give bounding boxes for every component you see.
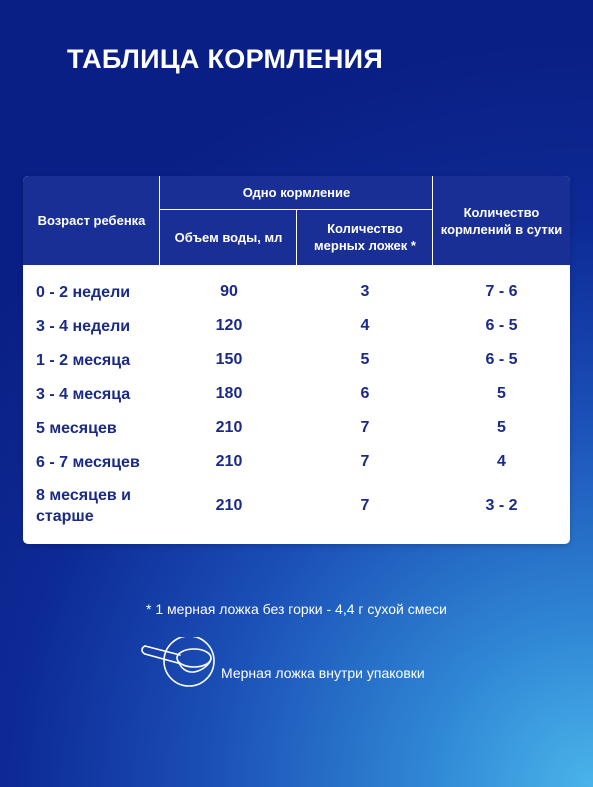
table-header [23,176,570,265]
header-one-feeding: Одно кормление [242,185,351,200]
cell-spoons: 6 [360,385,370,402]
cell-feedings: 5 [497,419,506,436]
header-divider [159,176,160,265]
cell-feedings: 6 - 5 [485,351,518,368]
cell-spoons: 7 [360,497,370,514]
header-spoons [297,209,433,265]
cell-volume: 90 [220,283,238,300]
header-divider [159,209,433,210]
cell-feedings: 3 - 2 [485,497,518,514]
table-row [23,314,570,338]
table-row [23,416,570,440]
cell-volume: 150 [215,351,243,368]
cell-age: 3 - 4 месяца [36,385,131,403]
cell-volume: 210 [215,419,243,436]
cell-spoons: 5 [360,351,370,368]
cell-feedings: 7 - 6 [485,283,518,300]
page-title: ТАБЛИЦА КОРМЛЕНИЯ [67,44,384,74]
cell-volume: 210 [215,453,243,470]
header-feedings-line2: кормлений в сутки [440,221,563,237]
cell-feedings: 5 [497,385,506,402]
table-row [23,484,570,528]
cell-age: 6 - 7 месяцев [36,453,140,471]
cell-age [36,485,176,527]
header-feedings-line1: Количество [463,204,540,220]
header-divider [296,209,297,265]
cell-volume: 210 [215,497,243,514]
header-water-volume: Объем воды, мл [174,229,283,245]
header-spoons-line1: Количество [327,221,403,236]
table-row [23,450,570,474]
cell-age: 3 - 4 недели [36,317,131,335]
cell-age: 1 - 2 месяца [36,351,131,369]
cell-volume: 120 [215,317,243,334]
header-divider [432,176,433,265]
cell-feedings: 6 - 5 [485,317,518,334]
table-row [23,382,570,406]
table-row [23,348,570,372]
cell-age-line2: старше [36,508,94,525]
cell-volume: 180 [215,385,243,402]
header-spoons-line2: мерных ложек * [314,238,416,253]
spoon-label: Мерная ложка внутри упаковки [221,665,425,681]
measuring-spoon-icon [138,637,220,691]
cell-spoons: 4 [360,317,370,334]
footnote: * 1 мерная ложка без горки - 4,4 г сухой смеси [146,601,447,617]
header-age: Возраст ребенка [37,213,146,228]
cell-feedings: 4 [497,453,506,470]
table-row [23,280,570,304]
cell-age: 0 - 2 недели [36,283,131,301]
header-feedings [433,176,570,265]
cell-spoons: 3 [360,283,370,300]
cell-spoons: 7 [360,453,370,470]
cell-age-line1: 8 месяцев и [36,487,131,504]
cell-age: 5 месяцев [36,419,117,437]
feeding-table [23,176,570,544]
cell-spoons: 7 [360,419,370,436]
